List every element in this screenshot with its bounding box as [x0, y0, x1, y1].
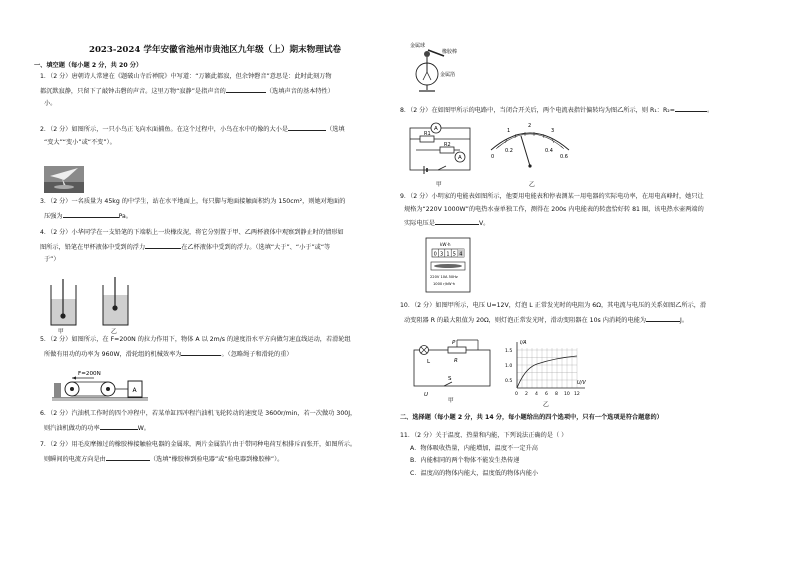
exam-title: 2023-2024 学年安徽省池州市贵池区九年级（上）期末物理试卷 [88, 45, 342, 55]
svg-text:I/A: I/A [520, 340, 527, 346]
pulley-figure [50, 369, 150, 403]
svg-text:8: 8 [555, 392, 558, 397]
svg-text:2: 2 [525, 392, 528, 397]
answer-blank-6[interactable] [100, 421, 138, 430]
answer-blank-8[interactable] [675, 103, 707, 112]
svg-text:A: A [434, 126, 438, 132]
svg-text:R: R [454, 358, 458, 364]
section-2-heading: 二、选择题（每小题 2 分，共 14 分，每小题给出的四个选项中，只有一个选项是符合题意的） [400, 414, 663, 421]
question-1: 1．（2 分）唐朝诗人常建在《题破山寺后禅院》中写道：“万籁此都寂，但余钟磬音”意思是：此时此刻万物 都沉默寂静，只留下了敲钟击磬的声音。这里万物“寂静”是指声音的 （选填声音的基本特性） 小。 [40, 73, 334, 107]
svg-text:0: 0 [491, 154, 495, 160]
svg-text:1: 1 [507, 128, 511, 134]
question-3: 3．（2 分）一名质量为 45kg 的中学生，站在水平地面上，每只脚与地面接触面积约为 150cm²，则她对地面的 压强为 Pa。 [40, 198, 346, 220]
svg-text:4: 4 [535, 392, 538, 397]
svg-text:5: 5 [452, 251, 456, 258]
option-a[interactable]: A．物体吸收热量，内能增加，温度不一定升高 [410, 444, 538, 452]
svg-text:6: 6 [545, 392, 548, 397]
question-4: 4．（2 分）小华同学在一支铅笔的下端粘上一块橡皮泥，将它分别置于甲、乙两杯液体中观察到静止时的情形如 图所示，铅笔在甲杯液体中受到的浮力 在乙杯液体中受到的浮力。（选填“大于”、“小于”或“等 于”） [40, 229, 344, 263]
question-6: 6．（2 分）汽油机工作时的四个冲程中，若某单缸四冲程汽油机飞轮转动的速度是 3600r/min，若一次做功 300J， 则汽油机做功的功率 W。 [40, 410, 357, 432]
answer-blank-1[interactable] [226, 84, 266, 93]
answer-blank-10[interactable] [646, 313, 680, 322]
option-c[interactable]: C．温度高的物体内能大，温度低的物体内能小 [410, 469, 539, 477]
svg-text:12: 12 [574, 392, 580, 397]
question-7: 7．（2 分）用毛皮摩擦过的橡胶棒接触验电器的金属球，两片金属箔片由于带同种电荷互相排斥而张开，如图所示。 则瞬间的电流方向是由 （选填“橡胶棒到验电器”或“验电器到橡胶棒”）。 [40, 441, 357, 463]
svg-text:乙: 乙 [529, 182, 535, 188]
answer-blank-9[interactable] [435, 216, 479, 225]
svg-text:1000 r/kW·h: 1000 r/kW·h [433, 282, 456, 286]
answer-blank-2[interactable] [288, 122, 326, 131]
foil-label: 金属箔 [440, 72, 456, 78]
fig-label-jia: 甲 [58, 329, 64, 335]
svg-text:A: A [458, 155, 462, 161]
ammeter-dial [485, 122, 575, 188]
svg-text:R1: R1 [424, 131, 431, 137]
question-8: 8．（2 分）在如图甲所示的电路中，当闭合开关后，两个电流表指针偏转均为图乙所示，则 R₁：R₂= 。 [400, 103, 713, 118]
svg-text:U: U [424, 392, 429, 398]
svg-text:1.0: 1.0 [505, 364, 513, 369]
question-11: 11．（2 分）关于温度、热量和内能，下列说法正确的是（ ） A．物体吸收热量，内能增加，温度不一定升高 B．内能相同的两个物体不能发生热传递 C．温度高的物体内能大，温度低的物体内能小 [400, 430, 567, 480]
svg-text:4: 4 [459, 251, 463, 258]
svg-text:S: S [448, 376, 452, 382]
force-label: F=200N [78, 371, 101, 377]
metal-ball-label: 金属球 [410, 43, 426, 49]
svg-text:0: 0 [515, 392, 518, 397]
question-9: 9．（2 分）小明家的电能表如图所示，他要用电能表和停表测某一用电器的实际电功率，在用电高峰时，她只让 规格为“220V 1000W”的电热水壶单独工作，测得在 200s 内电能表的转盘恰好转 81 圈，该电热水壶两端的 实际电压是 V。 [400, 193, 704, 227]
svg-text:R2: R2 [444, 142, 451, 148]
circuit-figure-q8 [406, 120, 486, 188]
fig-label-yi: 乙 [111, 329, 117, 335]
svg-text:3: 3 [551, 128, 555, 134]
answer-blank-4[interactable] [145, 240, 181, 249]
svg-text:U/V: U/V [577, 380, 586, 386]
svg-text:3: 3 [440, 251, 444, 258]
svg-text:L: L [427, 359, 431, 365]
svg-text:甲: 甲 [448, 398, 454, 404]
svg-text:1.5: 1.5 [505, 349, 513, 354]
svg-text:甲: 甲 [436, 182, 442, 188]
svg-text:kW·h: kW·h [440, 242, 451, 247]
svg-text:2: 2 [528, 123, 532, 129]
svg-text:10: 10 [564, 392, 570, 397]
svg-text:0: 0 [433, 251, 437, 258]
iu-graph [505, 338, 595, 410]
svg-text:220V 10A 50Hz: 220V 10A 50Hz [430, 275, 458, 279]
option-b[interactable]: B．内能相同的两个物体不能发生热传递 [410, 457, 520, 464]
svg-text:0.6: 0.6 [560, 154, 568, 160]
block-label: A [132, 387, 137, 394]
svg-text:0.4: 0.4 [545, 148, 553, 154]
section-1-heading: 一、填空题（每小题 2 分，共 20 分） [34, 62, 143, 69]
svg-text:0.2: 0.2 [505, 148, 513, 154]
svg-text:乙: 乙 [543, 402, 549, 408]
answer-blank-3[interactable] [63, 209, 119, 218]
rod-label: 橡胶棒 [442, 49, 458, 55]
answer-blank-7[interactable] [106, 452, 150, 461]
question-2: 2．（2 分）如图所示，一只小鸟正飞向水面捕鱼。在这个过程中，小鸟在水中的像的大小是 （选填 “变大”“变小”或“不变”）。 [40, 122, 345, 149]
question-5: 5．（2 分）如图所示，在 F=200N 的拉力作用下，物体 A 以 2m/s 的速度沿水平方向做匀速直线运动，若滑轮组 所做有用功的功率为 960W，滑轮组的机械效率为 。（忽略绳子和滑轮的重） [40, 336, 351, 358]
svg-text:0.5: 0.5 [505, 379, 513, 384]
svg-text:P: P [452, 340, 456, 346]
bird-photo [44, 166, 84, 193]
svg-text:1: 1 [446, 251, 450, 258]
energy-meter-figure [426, 238, 470, 292]
question-10: 10．（2 分）如图甲所示，电压 U=12V，灯泡 L 正常发光时的电阻为 6Ω，其电流与电压的关系如图乙所示，滑 动变阻器 R 的最大阻值为 20Ω，则灯泡正常发光时，滑动变阻器在 10s 内消耗的电能为 J。 [400, 302, 707, 324]
circuit-figure-q10 [410, 338, 500, 404]
answer-blank-5[interactable] [181, 347, 221, 356]
electroscope-figure [410, 42, 470, 94]
beakers-figure [48, 277, 138, 335]
